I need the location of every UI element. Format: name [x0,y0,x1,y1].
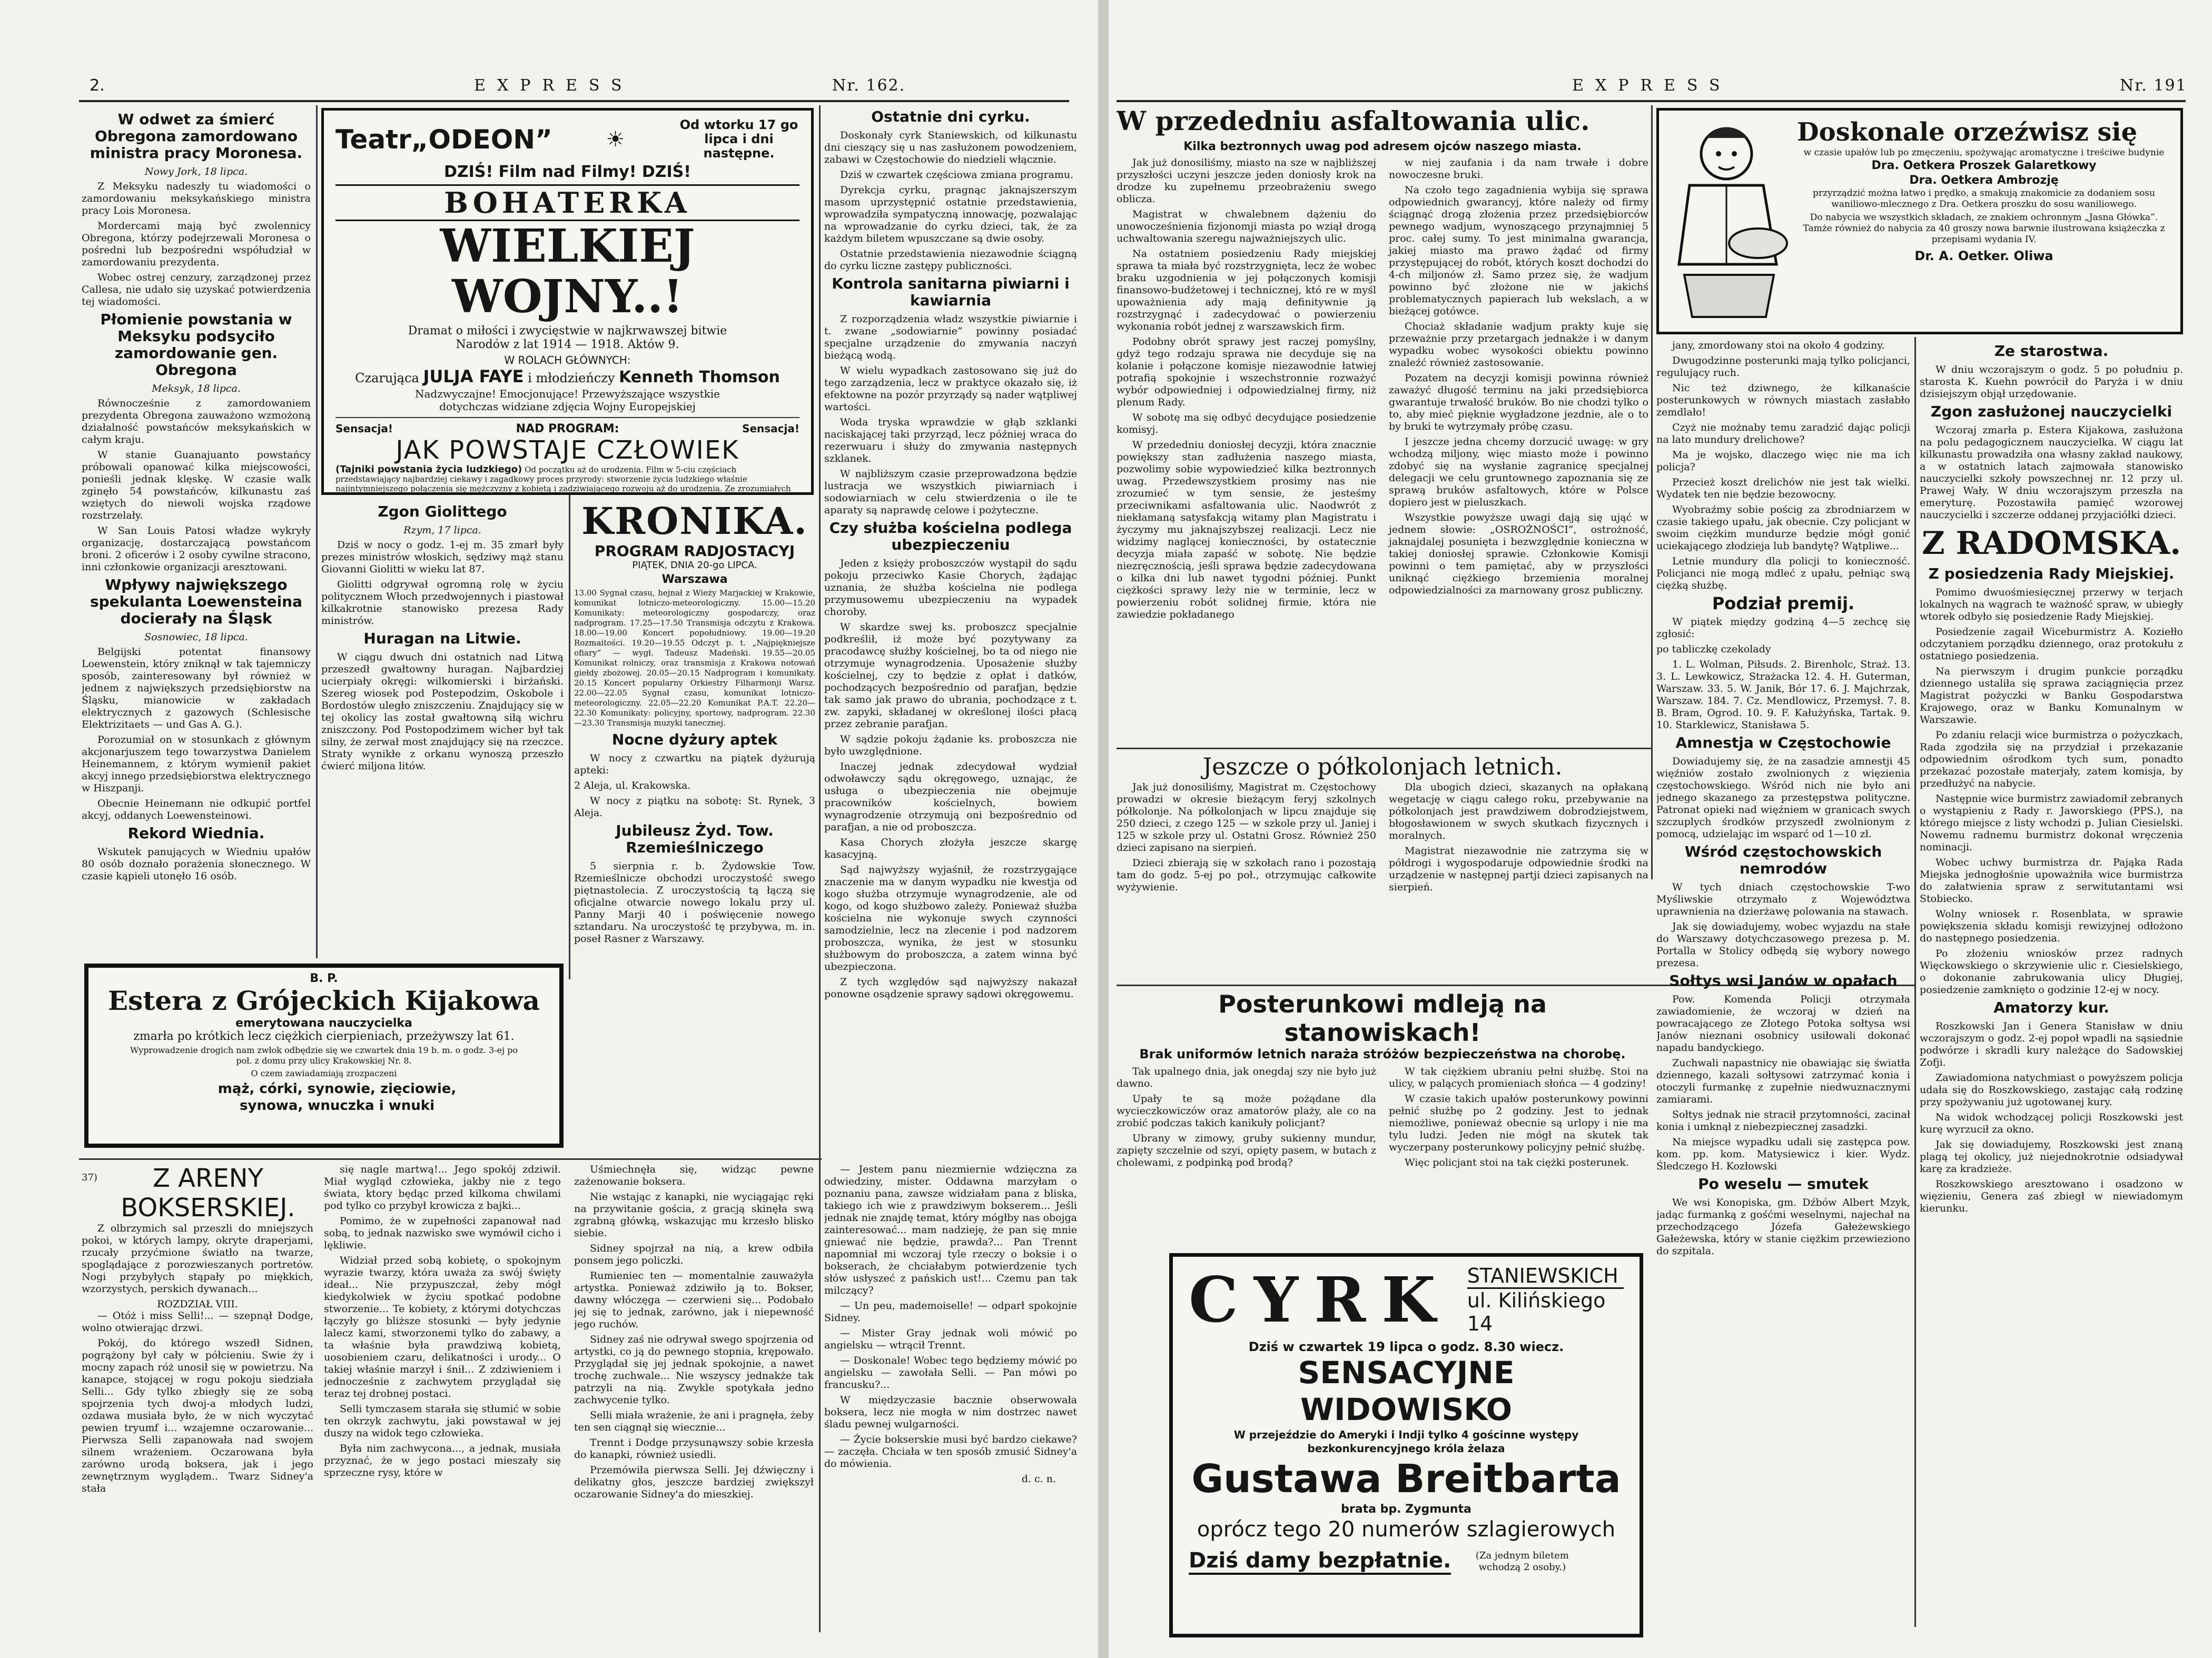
film-description: Dramat o miłości i zwycięstwie w najkrwawszej bitwie Narodów z lat 1914 — 1918. Aktów 9. [408,324,727,351]
ad-tagline: Nadzwyczajne! Emocjonujące! Przewyższające wszystkie dotychczas widziane zdjęcia Wojny Europejskiej [415,388,720,413]
radio-city: Warszawa [661,573,728,586]
paragraph: Roszkowskiego aresztowano i osadzono w więzieniu, Genera zaś zbiegł w niewiadomym kierunku. [1920,1178,2183,1214]
headline: Rekord Wiednia. [127,825,265,842]
circus-desc: W przejeździe do Ameryki i Indji tylko 4 gościnne występy bezkonkurencyjnego króla żelaza [1233,1428,1579,1455]
paragraph: Dwugodzinne posterunki mają tylko policjanci, regulujący ruch. [1656,355,1910,379]
radomsko-title: Z RADOMSKA. [1921,525,2181,562]
article-subtitle: Brak uniformów letnich naraża stróżów bezpieczeństwa na chorobę. [1139,1047,1626,1061]
ad-today: DZIŚ! Film nad Filmy! DZIŚ! [444,163,691,181]
header-rule [79,100,1069,102]
paragraph: Selli miała wrażenie, że ani i pragnęła, żeby ten sen ciągnął się wiecznie... [574,1409,814,1433]
serial-header [82,1164,313,1223]
circus-address: ul. Kilińskiego 14 [1467,1289,1606,1335]
paragraph: Roszkowski Jan i Genera Stanisław w dniu wczorajszym o godz. 2-ej popoł wpadli na sąsiednie podwórze i skradli kury należące do Sadowskiej Zofji. [1920,1020,2183,1068]
paragraph: Wyobraźmy sobie pościg za zbrodniarzem w czasie takiego upału, jak obecnie. Czy policjant w swoim ciężkim mundurze będzie mógł gonić uciekającego złodzieja lub bandytę? Wątpliwe... [1656,504,1910,552]
section-rule [1117,748,1651,749]
program-description: (Tajniki powstania życia ludzkiego) Od początku aż do urodzenia. Film w 5-ciu częściach przedstawiający najbardziej ciekawy i zagadkowy proces przyrody: stworzenie życia ludzkiego właśnie najintymniejszego połączenia się mężczyzny z kobietą i zadziwiającego rozwoju aż do urodzenia. Ze zrozumiałych [335,464,791,493]
masthead: EXPRESS [474,76,634,95]
paragraph: Z tych względów sąd najwyższy nakazał ponowne osądzenie sprawy sądowi okręgowemu. [824,976,1077,1000]
paragraph: Przemówiła pierwsza Selli. Jej dźwięczny i delikatny głos, jeszcze bardziej zwiększył oczarowanie Sidney'a do mieszkiej. [574,1464,814,1500]
oetker-signature: Dr. A. Oetker. Oliwa [1914,249,2053,263]
paragraph: W nocy z piątku na sobotę: St. Rynek, 3 Aleja. [574,795,815,819]
article-columns [1117,157,1648,624]
paragraph: Pomimo, że w zupełności zapanował nad sobą, to jednak nazwisko swe wymówił cicho i lękliwie. [324,1215,561,1251]
paragraph: W piątek między godziną 4—5 zechcę się zgłosić: [1656,616,1910,640]
dateline: Nowy Jork, 18 lipca. [144,166,248,177]
paragraph: Jak już donosiliśmy, Magistrat m. Częstochowy prowadzi w okresie bieżącym feryj szkolnych półkolonje. Na półkolonjach w lipcu znajduje się 250 dzieci, z czego 125 — w szkole przy ul. Janiej i 125 w szkole przy ul. Ostatni Grosz. Również 250 dzieci zapisano na sierpień. [1117,781,1376,853]
paragraph: Wolny wniosek r. Rosenblata, w sprawie powiększenia składu komisji rewizyjnej odłożono do następnego posiedzenia. [1920,908,2183,944]
headline: Jubileusz Żyd. Tow. Rzemieślniczego [616,822,774,856]
paragraph: Sołtys jednak nie stracił przytomności, zacinał konia i umknął z niebezpiecznej zasadzki. [1656,1109,1910,1133]
paragraph: Wobec ostrej cenzury, zarządzonej przez Callesa, nie udało się uzyskać potwierdzenia tej wiadomości. [82,272,311,307]
section-rule [79,1158,822,1160]
radio-date: PIĄTEK, DNIA 20-go LIPCA. [632,560,757,571]
headline: Czy służba kościelna podlega ubezpieczeniu [829,519,1072,553]
paragraph: W San Louis Patosi władze wykryły organizację, dostarczającą powstańcom broni. 2 oficerów i 2 osoby cywilne stracono, inni członkowie organizacji aresztowani. [82,525,311,573]
circus-headline: SENSACYJNE WIDOWISKO [1298,1355,1515,1427]
paragraph: Na pierwszym i drugim punkcie porządku dziennego ustaliła się sprawa zaciągnięcia przez Magistrat pożyczki w Banku Gospodarstwa Krajowego, oraz w Banku Komunalnym w Warszawie. [1920,666,2183,726]
column-rule [819,105,821,1632]
issue-number: Nr. 191 [2120,76,2187,95]
paragraph: Zuchwali napastnicy nie obawiając się światła dziennego, kazali sołtysowi zatrzymać konia i otoczyli furmankę z zupełnie niedwuznacznymi zamiarami. [1656,1057,1910,1105]
paragraph: — Mister Gray jednak woli mówić po angielsku — wtrącił Trennt. [824,1327,1077,1351]
paragraph: Jak się dowiadujemy, wobec wyjazdu na stałe do Warszawy dotychczasowego prezesa p. M. Portalla w Stolicy odbędą się wybory nowego prezesa. [1656,921,1910,969]
roles-label: W ROLACH GŁÓWNYCH: [504,354,631,366]
circus-note: (Za jednym biletem wchodzą 2 osoby.) [1475,1550,1569,1573]
chef-icon [1668,117,1790,322]
paragraph: Obecnie Heinemann nie odkupić portfel akcyj, oddanych Loewensteinowi. [82,798,311,821]
oetker-product: Dra. Oetkera Ambrozję [1909,174,2059,187]
paragraph: Nie wstając z kanapki, nie wyciągając ręki na przywitanie gościa, z gracją skinęła swą zgrabną główką, wskazując mu krzesło blisko siebie. [574,1191,814,1239]
headline: Ze starostwa. [1994,342,2109,360]
paragraph: Magistrat niezawodnie nie zatrzyma się w półdrogi i wygospodaruje odpowiednie środki na urządzenie w następnej partji dzieci zapisanych na sierpień. [1389,845,1648,893]
paragraph: W czasie takich upałów posterunkowy powinni pełnić służbę po 2 godziny. Jest to jednak niemożliwe, ponieważ obecnie są urlopy i nie ma tylu ludzi. Jeden nie mógł na skutek tak wyczerpany posterunkowy policyjny pełnić służbę. [1389,1093,1648,1153]
circus-brother: brata bp. Zygmunta [1341,1503,1472,1516]
right-newspaper-page [1109,0,2212,1658]
paragraph: Wczoraj zmarła p. Estera Kijakowa, zasłużona na polu pedagogicznem nauczycielka. W ciągu lat kilkunastu prowadziła ona własny zakład naukowy, a w ostatnich latach zajmowała stanowisko nauczycielki szkoły powszechnej nr. 12 przy ul. Prawej Wały. W dniu wczorajszym przeszła na emeryturę. Pozostawiła pamięć wzorowej nauczycielki i szczerze oddanej przyjaciółki dzieci. [1920,424,2183,521]
serial-column-2 [324,1164,561,1627]
paragraph: Rumieniec ten — momentalnie zauważyła artystka. Ponieważ zdziwiło ją to. Bokser, dawny włóczęga — czerwieni się... Podobało jej się to jednak, zarówno, jak i niepewność jego ruchów. [574,1270,814,1330]
headline: Amatorzy kur. [1993,999,2109,1016]
paragraph: Podobny obrót sprawy jest raczej pomyślny, gdyż tego rodzaju sprawa nie decyduje się na kolanie i połączone komisje niezawodnie łatwiej potrafią spokojnie i wszechstronnie rozważyć wybór odpowiedniej i odpowiedzialnej firmy, niż plenum Rady. [1117,336,1376,408]
paragraph: W sądzie pokoju żądanie ks. proboszcza nie było uwzględnione. [824,733,1077,757]
paragraph: po tabliczkę czekolady [1656,643,1771,655]
page-gutter [1098,0,1109,1658]
column-rule [569,490,570,979]
paragraph: jany, zmordowany stoi na około 4 godziny. [1672,340,1885,351]
oetker-ad [1656,108,2183,334]
paragraph: Na widok wchodzącej policji Roszkowski jest kurę wyrzucił za okno. [1920,1111,2183,1135]
paragraph: Mordercami mają być zwolennicy Obregona, którzy podejrzewali Moronesa o pośredni lub bezpośredni współudział w zamordowaniu prezydenta. [82,220,311,268]
paragraph: W sobotę ma się odbyć decydujące posiedzenie komisyj. [1117,412,1376,435]
paragraph: Dzieci zbierają się w szkołach rano i pozostają tam do godz. 5-ej po poł., otrzymując całkowite wyżywienie. [1117,857,1376,893]
paragraph: Pow. Komenda Policji otrzymała zawiadomienie, że wczoraj w dzień na powracającego ze Złotego Potoka sołtysa wsi Janów nieznani osobnicy usiłowali dokonać napadu bandyckiego. [1656,994,1910,1054]
headline: Sołtys wsi Janów w opałach [1669,972,1898,989]
paragraph: Pokój, do którego wszedł Sidnen, pogrążony był cały w półcieniu. Swie ży i mocny zapach róż unosił się w powietrzu. Na kanapce, stojącej w rogu pokoju siedziała Selli... Gdy tylko zbiegły się ze sobą spojrzenia tych dwoj-a młodych ludzi, ozdawa musiała było, że w nich wyczytać pewien tryumf i... wzajemne oczarowanie... Pierwsza Selli zapanowała nad swojem silnem wrażeniem. Oczarowana była zarówno urodą boksera, jak i jego zewnętrznym wyglądem.. Twarz Sidney'a stała [82,1337,313,1494]
paragraph: Tak upalnego dnia, jak onegdaj szy nie było już dawno. [1117,1066,1376,1089]
paragraph: Trennt i Dodge przysunąwszy sobie krzesła do kanapki, również usiedli. [574,1437,814,1461]
cast-line: Czarująca JULJA FAYE i młodzieńczy Kenneth Thomson [355,366,780,386]
paragraph: Selli tymczasem starała się stłumić w sobie ten okrzyk zachwytu, jaki powstawał w jej duszy na widok tego człowieka. [324,1403,561,1439]
oetker-ad-body [1668,117,2171,322]
film-title-line2: WIELKIEJ WOJNY..! [440,220,695,323]
paragraph: Giolitti odgrywał ogromną rolę w życiu politycznem Włoch przedwojennych i piastował kilkakrotnie stanowisko prezesa Rady ministrów. [321,579,564,627]
paragraph: Sidney spojrzał na nią, a krew odbiła ponsem jego policzki. [574,1243,814,1266]
page-number: 2. [90,76,105,95]
headline: Zgon Giolittego [378,503,507,520]
circus-ad [1169,1253,1643,1637]
paragraph: — Doskonale! Wobec tego będziemy mówić po angielsku — zawołała Selli. — Pan mówi po francusku?... [824,1355,1077,1391]
oetker-title: Doskonale orzeźwisz się [1797,117,2138,147]
paragraph: Sidney zaś nie odrywał swego spojrzenia od artystki, co ją do pewnego stopnia, krępowało. Przyglądał się jej jednak spokojnie, a nawet trochę zuchwale... Nie wszyscy jednakże tak patrzyli na nią. Zwykle spotykała jedno zachwycenie tylko. [574,1334,814,1406]
column-rule [316,105,318,958]
prize-list: 1. L. Wolman, Piłsuds. 2. Birenholc, Straż. 13. 3. L. Lewkowicz, Strażacka 12. 4. H. Guterman, Warszaw. 33. 5. W. Janik, Bór 17. 6. J. Majchrzak, Warszaw. 184. 7. Cz. Mendlowicz, Przemysł. 7. 8. B. Bram, Ogrod. 10. 9. F. Kałużyńska, Tartak. 9. 10. Starklewicz, Stanisława 5. [1656,659,1910,731]
paragraph: Nic też dziwnego, że kilkanaście posterunkowych w równych miastach zasłabło zemdlało! [1656,382,1910,418]
left-newspaper-page [0,0,1098,1658]
paragraph: Sąd najwyższy wyjaśnił, że rozstrzygające znaczenie ma w danym wypadku nie kwestja od kogo służba otrzymuje wynagrodzenie, ale od kogo, od kogo służbowo zależy. Ponieważ służba kościelna nie wykonuje swych czynności samodzielnie, lecz na zlecenie i pod nadzorem proboszcza, wynika, że jest w stosunku służbowym do proboszcza, a zatem winna być ubezpieczona. [824,864,1077,972]
paragraph: Dziś w nocy o godz. 1-ej m. 35 zmarł były prezes ministrów włoskich, sędziwy mąż stanu Giovanni Giolitti w wieku lat 87. [321,539,564,575]
paragraph: Na czoło tego zagadnienia wybija się sprawa odpowiednich gwarancyj, które należy od firmy ściągnąć drogą złożenia przez przedsiębiorców pewnego wadjum, wynoszącego przynajmniej 5 proc. całej sumy. To jest minimalna gwarancja, jakiej miasto ma prawo żądać od firmy przystępującej do robót, których koszt dochodzi do 4-ch miljonów zł. Samo przez się, że wadjum powinno być złożone nie w jakichś problematycznych papierach lub wekslach, a w bieżącej gotówce. [1389,184,1648,317]
theatre-name: Teatr„ODEON” [335,124,552,155]
paragraph: Posiedzenie zagaił Wiceburmistrz A. Koziełło odczytaniem porządku dziennego, oraz protokułu z ostatniego posiedzenia. [1920,626,2183,662]
article-headline: W przededniu asfaltowania ulic. [1117,105,1590,136]
dateline: Rzym, 17 lipca. [403,524,481,536]
paragraph: się nagle martwą!... Jego spokój zdziwił. Miał wygląd człowieka, jakby nie z tego świata, ktory będąc przed kilkoma chwilami pod tylko co przybył krowicza z bajki... [324,1164,561,1212]
headline: Płomienie powstania w Meksyku podsyciło zamordowanie gen. Obregona [100,311,292,379]
oetker-line: Do nabycia we wszystkich składach, ze znakiem ochronnym „Jasna Główka”. Tamże również do nabycia za 40 groszy nowa barwnie ilustrowana książeczka z przepisami wydania IV. [1803,212,2165,245]
article-subtitle: Kilka beztronnych uwag pod adresem ojców naszego miasta. [1183,140,1582,153]
paragraph: Dla ubogich dzieci, skazanych na opłakaną wegetację w ciągu całego roku, przebywanie na półkolonjach jest prawdziwem dobrodziejstwem, błogosławionem w swych skutkach fizycznych i moralnych. [1389,781,1648,841]
paragraph: Zawiadomiona natychmiast o powyższem policja udała się do Roszkowskiego, zastając całą rodzinę przy spożywaniu już ugotowanej kury. [1920,1072,2183,1108]
serial-column-1 [82,1164,313,1627]
paragraph: Magistrat w chwalebnem dążeniu do unowocześnienia fizjonomji miasta po wziął drogą uchwaltowania szeregu najważniejszych ulic. [1117,209,1376,244]
policemen-article [1117,990,1648,1216]
serial-title-2: BOKSERSKIEJ. [121,1193,295,1223]
paragraph: Dowiadujemy się, że na zasadzie amnestji 45 więźniów zostało zwolnionych z więzienia częstochowskiego. Wśród nich nie było ani jednego skazanego za przestępstwa polityczne. Patronat opieki nad więźniem w granicach swych szczuplych środków przyszedł zwolnionym z pomocą, udzielając im wsparć od 1—10 zł. [1656,756,1910,840]
radio-program: 13.00 Sygnał czasu, hejnał z Wieży Marjackiej w Krakowie, komunikat lotniczo-meteorologiczny. 15.00—15.20 Komunikaty: meteorologiczny gospodarczy, oraz nadprogram. 17.25—17.50 Transmisja odczytu z Krakowa. 18.00—19.00 Koncert popołudniowy. 19.00—19.20 Rozmaitości. 19.20—19.55 Odczyt p. t. „Najpiękniejsze ofiary” — wygł. Tadeusz Madeński. 19.55—20.05 Komunikat rolniczy, oraz transmisja z Krakowa notowań giełdy zbożowej. 20.05—20.15 Nadprogram i komunikaty. 20.15 Koncert popularny Orkiestry Filharmonji Warsz. 22.00—22.05 Sygnał czasu, komunikat lotniczo-meteorologiczny. 22.05—22.20 Komunikat P.A.T. 22.20—22.30 Komunikaty: policyjny, sportowy, nadprogram. 22.30—23.30 Transmisja muzyki tanecznej. [574,588,815,728]
paragraph: Więc policjant stoi na tak ciężki posterunek. [1405,1157,1629,1168]
paragraph: W wielu wypadkach zastosowano się już do tego zarządzenia, lecz w praktyce okazało się, iż efektowne na pozór przyrządy są nader wątpliwej wartości. [824,365,1077,413]
headline: Z posiedzenia Rady Miejskiej. [1928,565,2175,582]
paragraph: W skardze swej ks. proboszcz specjalnie podkreślił, iż może być pozytywany za pracodawcę służby kościelnej, bo ta od niego nie otrzymuje wynagrodzenia. Uposażenie służby kościelnej, czy to będzie z opłat i datków, pochodzących bezpośrednio od parafjan, będzie tak samo jak prawo do ubrania, pochodzące z t. zw. zapyki, składanej w określonej ilości płacą przez zebranie parafjan. [824,621,1077,730]
headline: Zgon zasłużonej nauczycielki [1930,403,2172,420]
program-row: Sensacja! NAD PROGRAM: Sensacja! [335,422,799,435]
issue-number: Nr. 162. [832,76,906,95]
paragraph: Doskonały cyrk Staniewskich, od kilkunastu dni cieszący się u nas zasłużonem powodzeniem, zabawi w Częstochowie do niedzieli włącznie. [824,130,1077,165]
paragraph: W stanie Guanajuanto powstańcy próbowali opanować kilka miejscowości, ponieśli jednak klęskę. W czasie walk zginęło 54 powstańców, kilkunastu zaś wziętych do niewoli wojska rządowe rozstrzelały. [82,449,311,521]
column-2-lower [321,500,564,985]
paragraph: Czyż nie możnaby temu zaradzić dając policji na lato mundury drelichowe? [1656,422,1910,445]
paragraph: Upały te są może pożądane dla wycieczkowiczów oraz amatorów plaży, ale co na zrobić podczas takich kanikuły policjant? [1117,1093,1376,1129]
paragraph: Dziś w czwartek częściowa zmiana programu. [840,169,1074,181]
masthead: EXPRESS [1572,76,1732,95]
paragraph: Chociaż składanie wadjum prakty kuje się przeważnie przy przetargach jednakże i w danym wypadku wobec wysokości obiektu powinno znaleźć również zastosowanie. [1389,321,1648,369]
paragraph: I jeszcze jedna chcemy dorzucić uwagę: w gry wchodzą miljony, więc miasto może i powinno zdobyć się na wysłanie zagranicę specjalnej delegacji we celu gruntownego zapoznania się ze sprawą bruków asfaltowych, które w Polsce dopiero jest w pieluszkach. [1389,436,1648,508]
paragraph: Z Meksyku nadeszły tu wiadomości o zamordowaniu meksykańskiego ministra pracy Lois Moronesa. [82,181,311,216]
obituary-funeral: Wyprowadzenie drogich nam zwłok odbędzie się we czwartek dnia 19 b. m. o godz. 3-ej po poł. z domu przy ulicy Krakowskiej Nr. 8. [130,1045,518,1066]
dateline: Sosnowiec, 18 lipca. [144,631,248,643]
headline: Amnestja w Częstochowie [1675,734,1891,751]
paragraph: Jak już donosiliśmy, miasto na sze w najbliższej przyszłości uczyni jeszcze jeden doniosły krok na drodze ku zupełnemu przeobrażeniu swego oblicza. [1117,157,1376,205]
radio-title: PROGRAM RADJOSTACYJ [594,542,795,560]
paragraph: Ostatnie przedstawienia niezawodnie ściągną do cyrku liczne zastępy publiczności. [824,248,1077,272]
paragraph: W najbliższym czasie przeprowadzona będzie lustracja we wszystkich piwiarniach i sodowiarniach w celu stwierdzenia o ile te aparaty są naprawdę celowe i pożyteczne. [824,468,1077,516]
paragraph: W nocy z czwartku na piątek dyżurują apteki: [574,752,815,776]
headline: Ostatnie dni cyrku. [871,108,1030,125]
circus-when: Dziś w czwartek 19 lipca o godz. 8.30 wiecz. [1248,1339,1564,1354]
asphalt-article [1117,105,1648,748]
ad-top-row [335,118,799,161]
headline: Kontrola sanitarna piwiarni i kawiarnia [832,275,1070,309]
header-rule [1117,100,2186,102]
obituary-notice [84,964,564,1148]
paragraph: Wobec uchwy burmistrza dr. Pająka Rada Miejska jednogłośnie upoważniła wice burmistrza do załatwienia spraw z serwitutantami wsi Stobiecko. [1920,857,2183,905]
obituary-bp: B. P. [310,972,338,985]
kronika-section [574,500,815,1153]
paragraph: Uśmiechnęła się, widząc pewne zażenowanie boksera. [574,1164,814,1187]
paragraph: Następnie wice burmistrz zawiadomił zebranych o wystąpieniu z Rady r. Jaworskiego (PPS.), na którego miejsce z listy wchodzi p. Julian Ciesielski. Nowemu radnemu burmistrz dokonał wręczenia nominacji. [1920,793,2183,853]
headline: Podział premij. [1712,593,1855,613]
obituary-name: Estera z Grójeckich Kijakowa [107,985,540,1016]
paragraph: 2 Aleja, ul. Krakowska. [574,780,691,791]
oetker-ad-text [1797,117,2171,322]
article-headline: Jeszcze o półkolonjach letnich. [1202,753,1563,780]
obituary-family: mąż, córki, synowie, zięciowie, synowa, wnuczka i wnuki [218,1081,457,1114]
paragraph: 5 sierpnia r. b. Żydowskie Tow. Rzemieślnicze obchodzi uroczystość swego piętnastolecia. Z uroczystością tą łączą się oficjalne otwarcie nowego lokalu przy ul. Panny Marji 40 i poświęcenie nowego sztandaru. Na uroczystość tę przybywa, m. in. poseł Rasner z Warszawy. [574,860,815,945]
column-1 [82,108,311,961]
paragraph: Porozumiał on w stosunkach z głównym akcjonarjuszem tego towarzystwa Danielem Heinemannem, z którym wymienił pakiet akcyj innego przedsiębiorstwa elektrycznego w Hiszpanji. [82,734,311,794]
paragraph: W przededniu doniosłej decyzji, która znacznie powiększy stan zadłużenia naszego miasta, pozwolimy sobie wypowiedzieć kilka beztronnych uwag. Przedewszystkiem prosimy nas nie zrozumieć w tym sensie, że jesteśmy przeciwnikami asfaltowania ulic. Naodwrót z niekłamaną satysfakcją witamy plan Magistratu i życzymy mu jaknajszybszej realizacji. Lecz nie widzimy naglącej konieczności, by ostatecznie decyzja miała zapaść w sobotę. Nie będzie niezręcznością, jeśli sprawa będzie zadecydowana o kilka dni lub nawet tygodni później. Punkt ciężkości sprawy leży nie w terminie, lecz w powierzeniu robót solidnej firmie, która nie zawiedzie pokładanego [1117,439,1376,620]
odeon-cinema-ad [321,108,814,495]
headline: Wśród częstochowskich nemrodów [1684,843,1882,877]
oetker-line: przyrządzić można łatwo i prędko, a smakują znakomicie za dodaniem sosu waniliowo-mlecznego z Dra. Oetkera proszku do sosu waniliowego. [1813,188,2155,210]
ad-schedule: Od wtorku 17 go lipca i dni następne. [679,117,798,161]
paragraph: W tych dniach częstochowskie T-wo Myśliwskie otrzymało z Województwa uprawnienia na dzierżawę polowania na stawach. [1656,881,1910,917]
paragraph: Widział przed sobą kobietę, o spokojnym wyrazie twarzy, która uważa za swój święty ideał... Nie przypuszczał, żeby mógł kiedykolwiek w życiu spotkać podobne stworzenie... Te kobiety, z którymi dotychczas łączyły go bliższe stosunki — były jedynie lalecz kami, stworzonemi tylko do zabawy, a ta właśnie była prawdziwą kobietą, uosobieniem czaru, delikatności i urody... O takiej właśnie marzył i śnił... Z zdziwieniem i jednocześnie z zachwytem przyglądał się teraz tej drobnej postaci. [324,1255,561,1399]
column-rule [1914,337,1916,1627]
paragraph: Woda tryska wprawdzie w głąb szklanki naciskającej taki przyrząd, lecz później wraca do rezerwuaru i służy do zmywania następnych szklanek. [824,416,1077,464]
article-columns [1117,1066,1648,1172]
headline: Wpływy największego spekulanta Loewensteina docierały na Śląsk [90,576,303,627]
paragraph: — Otóż i miss Selli!... — szepnął Dodge, wolno otwierając drzwi. [82,1310,313,1334]
circus-title: CYRK [1189,1263,1451,1336]
paragraph: Jak się dowiadujemy, Roszkowski jest znaną plagą tej okolicy, już niejednokrotnie odsiadywał karę za kradzieże. [1920,1139,2183,1175]
paragraph: Pozatem na decyzji komisji powinna również zaważyć długość terminu na jaki przedsiębiorca gwarantuje trwałość bruków. Bo nie chodzi tylko o to, aby mieć pięknie wygładzone jezdnie, ale o to by bruki te wytrzymały próbę czasu. [1389,372,1648,432]
obituary-invite: O czem zawiadamiają zrozpaczeni [251,1068,397,1078]
circus-footer [1189,1548,1624,1575]
serial-episode-number: 37) [82,1172,97,1183]
paragraph: — Jestem panu niezmiernie wdzięczna za odwiedziny, mister. Oddawna marzyłam o poznaniu pana, zawsze widziałam pana z bliska, takiego ich wie z prawdziwym bokserem... Jeśli jednak nie znajdę temat, który mógłby nas obojga zainteresować... mam nadzieję, że pan się mnie gniewać nie będzie, prawda?... Pan Trennt napomniał mi wczoraj tyle rzeczy o boksie i o bokserach, że chciałabym potwierdzenie tych słów usłyszeć z pańskich ust!... Czemu pan tak milczący? [824,1164,1077,1296]
oetker-illustration [1668,117,1790,322]
circus-free: Dziś damy bezpłatnie. [1189,1548,1451,1575]
article-columns [1117,781,1648,897]
obituary-died: zmarła po krótkich lecz ciężkich cierpieniach, przeżywszy lat 61. [133,1030,515,1043]
paragraph: Dyrekcja cyrku, pragnąc jaknajszerszym masom uprzystępnić ostatnie przedstawienia, wprowadziła sympatyczną innowację, pozwalając na wprowadzanie do cyrku dzieci, tak, że za każdym biletem wpuszczane są dwie osoby. [824,184,1077,244]
paragraph: We wsi Konopiska, gm. Dźbów Albert Mzyk, jadąc furmanką z gośćmi weselnymi, najechał na przechodzącego Józefa Gałeżewskiego Gałeżewska, który w stanie ciężkim przewieziono do szpitala. [1656,1197,1910,1257]
paragraph: Na miejsce wypadku udali się zastępca pow. kom. pp. kom. Matysiewicz i kier. Wydz. Śledczego H. Kozłowski [1656,1136,1910,1172]
paragraph: Ma je wojsko, dlaczego więc nie ma ich policja? [1656,449,1910,473]
paragraph: — Życie bokserskie musi być bardzo ciekawe? — zaczęła. Chciała w ten sposób zmusić Sidney'a do mówienia. [824,1434,1077,1470]
circus-header [1189,1264,1624,1335]
paragraph: W międzyczasie bacznie obserwowała boksera, lecz nie mogła w nim dostrzec nawet śladu pewnej wulgarności. [824,1394,1077,1430]
oetker-product: Dra. Oetkera Proszek Galaretkowy [1871,159,2097,172]
column-rule [1651,105,1653,879]
article-column-right [1389,157,1648,624]
paragraph: Pomimo dwuośmiesięcznej przerwy w terjach lokalnych na wągrach te ważność spraw, w ubiegły wtorek odbyło się posiedzenie Rady Miejskiej. [1920,587,2183,622]
paragraph: — Un peu, mademoiselle! — odparł spokojnie Sidney. [824,1300,1077,1324]
paragraph: Wskutek panujących w Wiedniu upałów 80 osób doznało porażenia słonecznego. W czasie kąpieli utonęło 16 osób. [82,846,311,882]
serial-column-4 [824,1164,1077,1627]
paragraph: Letnie mundury dla policji to konieczność. Policjanci nie mogą mdleć z upału, pełniąc swą ciężką służbę. [1656,555,1910,591]
column-3 [824,105,1077,1085]
paragraph: Inaczej jednak zdecydował wydział odwoławczy sądu okręgowego, uznając, że usługa o ubezpieczenia nie obejmuje pracowników kościelnych, bowiem wynagrodzenie otrzymują oni bezpośrednio od parafjan, a nie od proboszcza. [824,761,1077,833]
paragraph: Na ostatniem posiedzeniu Rady miejskiej sprawa ta miała być rozstrzygnięta, lecz że wobec braku uzgodnienia w jej połączonych komisji finansowo-budżetowej i technicznej, któ re w myśl upoważnienia ady mają definitywnie ją rozstrzygnąć i zadecydować o powierzeniu wykonania robót jednej z warszawskich firm. [1117,248,1376,332]
paragraph: Belgijski potentat finansowy Loewenstein, który zniknął w tak tajemniczy sposób, zainteresowany był również w jednem z największych przedsiębiorstw na Śląsku, mianowicie w zakładach elektrycznych z gazowych (Schlesische Elektrizitaets — und Gas A. G.). [82,646,311,730]
paragraph: Kasa Chorych złożyła jeszcze skargę kasacyjną. [824,837,1077,860]
kronika-title: KRONIKA. [581,500,808,543]
paragraph: Po złożeniu wniosków przez radnych Więckowskiego o skrzywienie ulic r. Ciesielskiego, o dokonanie zabrukowania ulicy Długiej, posiedzenie zamknięto o godzinie 12-ej w nocy. [1920,948,2183,996]
paragraph: w niej zaufania i da nam trwałe i dobre nowoczesne bruki. [1389,157,1648,181]
paragraph: W ciągu dwuch dni ostatnich nad Litwą przeszedł gwałtowny huragan. Najbardziej ucierpiały okręgi: wilkomierski i birżański. Szereg wiosek pod Postepodzim, Oskobole i Bordostów uległo zniszczeniu. Znajdujący się w tej okolicy las został gwałtowną siłą wichru zniszczony. Pod Postopodzimem wicher był tak silny, że zerwał most znajdujący się na rzeczce. Straty wynikłe z orkanu wynoszą przeszło ćwierć miljona litów. [321,651,564,772]
headline: Nocne dyżury aptek [611,731,778,748]
headline: W odwet za śmierć Obregona zamordowano ministra pracy Moronesa. [90,111,303,162]
paragraph: W tak ciężkiem ubraniu pełni służbę. Stoi na ulicy, w palących promieniach słońca — 4 godziny! [1389,1066,1648,1089]
article-column-left [1117,157,1376,624]
sun-ornament-icon: ☀ [606,127,625,152]
paragraph: Z olbrzymich sal przeszli do mniejszych pokoi, w których lampy, okryte draperjami, rzucały przyćmione światło na twarze, spoglądające z porozwieszanych portretów. Nogi przybyłych stąpały po miękkich, wzorzystych, perskich dywanach... [82,1223,313,1295]
serial-chapter: ROZDZIAŁ VIII. [157,1298,238,1310]
paragraph: Ubrany w zimowy, gruby sukienny mundur, zapięty szczelnie od szyi, opięty pasem, w butach z cholewami, z podpinką pod brodą? [1117,1133,1376,1168]
serial-continued: d. c. n. [1021,1473,1056,1485]
half-colonies-article [1117,753,1648,979]
paragraph: Była nim zachwycona..., a jednak, musiała przyznać, że w jego postaci mieszały się sprzeczne rysy, które w [324,1443,561,1478]
program-title: JAK POWSTAJE CZŁOWIEK [396,435,739,465]
article-headline: Posterunkowi mdleją na stanowiskach! [1218,990,1547,1047]
paragraph: Równocześnie z zamordowaniem prezydenta Obregona zauważono wzmożoną działalność powstańców meksykańskich w całym kraju. [82,398,311,445]
paragraph: Z rozporządzenia władz wszystkie piwiarnie i t. zwane „sodowiarnie” powinny posiadać specjalne urządzenie do zmywania naczyń bieżącą wodą. [824,313,1077,361]
column-3 [1656,340,1910,1624]
obituary-role: emerytowana nauczycielka [235,1017,412,1030]
paragraph: Wszystkie powyższe uwagi dają się ująć w jednem słowie: „OSROŻNOŚCI”, ostrożność, jaknajdalej posunięta i bezwzględnie konieczna w takiej doniosłej sprawie. Członkowie Komisji powinni o tem pamiętać, aby w przyszłości uniknąć ciężkiego brzemienia moralnej odpowiedzialności za marnowany grosz publiczny. [1389,512,1648,596]
column-4 [1920,340,2183,1624]
headline: Huragan na Litwie. [363,630,521,647]
oetker-line: w czasie upałów lub po zmęczeniu, spożywając aromatyczne i treściwe budynie [1803,147,2165,158]
film-title-line1: BOHATERKA [335,184,799,221]
circus-star: Gustawa Breitbarta [1191,1456,1621,1502]
circus-name: STANIEWSKICH [1467,1264,1624,1289]
paragraph: Przecież koszt drelichów nie jest tak wielki. Wydatek ten nie będzie bezowocny. [1656,476,1910,500]
headline: Po weselu — smutek [1698,1175,1869,1193]
serial-column-3 [574,1164,814,1627]
serial-title-1: Z ARENY [153,1164,263,1193]
paragraph: W dniu wczorajszym o godz. 5 po południu p. starosta K. Kuehn powrócił do Paryża i w dniu dzisiejszym objął urzędowanie. [1920,364,2183,400]
paragraph: Po zdaniu relacji wice burmistrza o pożyczkach, Rada zgodziła się na przydział i przekazanie odpowiednim ośrodkom tych sum, ponadto przekazać pozostałe materjały, zatem komisja, by przedłużyć na nabycie. [1920,729,2183,789]
dateline: Meksyk, 18 lipca. [152,383,241,394]
paragraph: Jeden z księży proboszczów wystąpił do sądu pokoju przeciwko Kasie Chorych, żądając uznania, że służba kościelna nie podlega przymusowemu ubezpieczeniu na wypadek choroby. [824,558,1077,618]
circus-extra: oprócz tego 20 numerów szlagierowych [1197,1517,1616,1542]
circus-name-block [1467,1264,1624,1335]
